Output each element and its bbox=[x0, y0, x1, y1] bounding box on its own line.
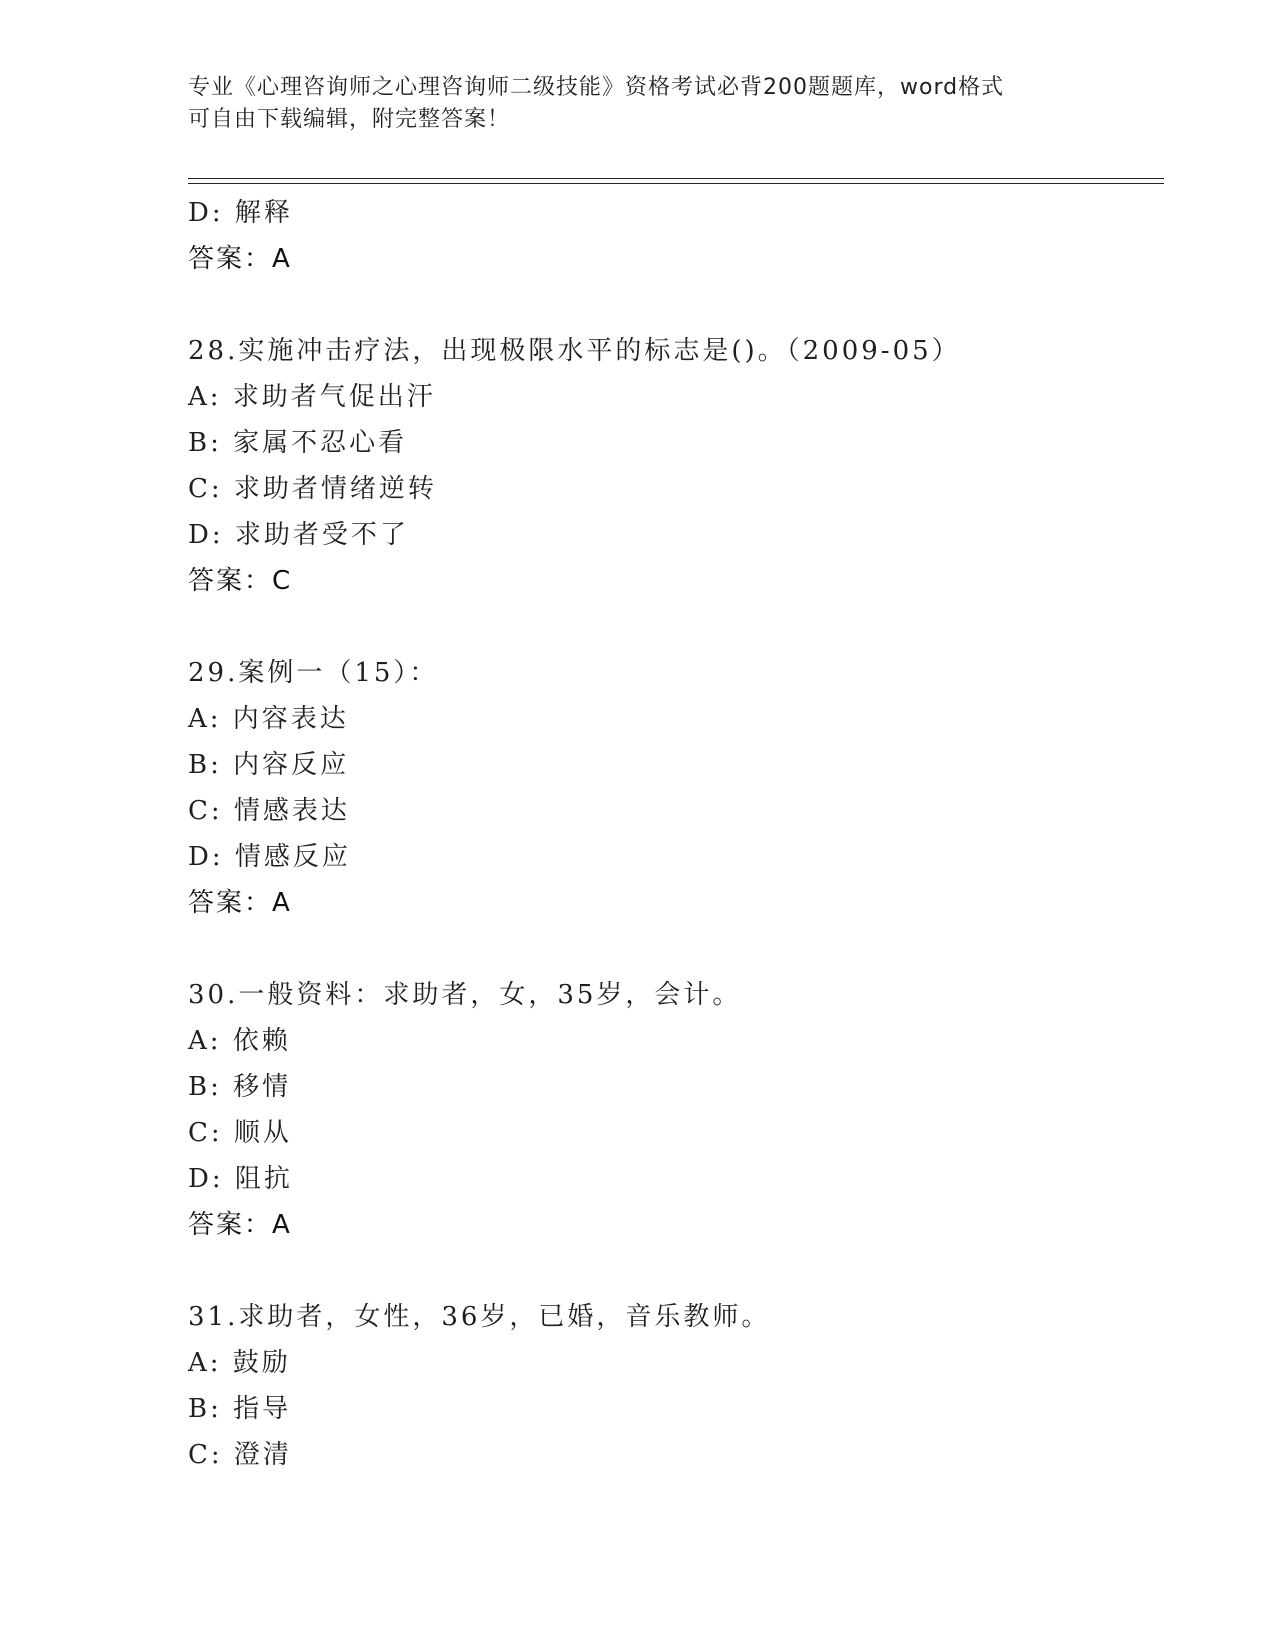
header-divider-bottom bbox=[188, 183, 1164, 184]
question-stem: 30.一般资料：求助者，女，35岁，会计。 bbox=[188, 980, 742, 1010]
question-31 bbox=[188, 1294, 1148, 1478]
header-line-2: 可自由下载编辑，附完整答案！ bbox=[188, 107, 511, 132]
option-b: B: 指导 bbox=[188, 1394, 292, 1424]
header-divider-top bbox=[188, 178, 1164, 179]
spacer bbox=[188, 282, 1148, 328]
question-28 bbox=[188, 328, 1148, 604]
prev-answer: 答案：A bbox=[188, 244, 292, 274]
question-29 bbox=[188, 650, 1148, 926]
answer: 答案：C bbox=[188, 566, 293, 596]
option-b: B: 家属不忍心看 bbox=[188, 428, 408, 458]
option-a: A: 求助者气促出汗 bbox=[188, 382, 436, 412]
option-a: A: 内容表达 bbox=[188, 704, 349, 734]
spacer bbox=[188, 926, 1148, 972]
option-a: A: 依赖 bbox=[188, 1026, 291, 1056]
option-b: B: 内容反应 bbox=[188, 750, 350, 780]
document-header bbox=[188, 72, 1088, 136]
spacer bbox=[188, 1248, 1148, 1294]
option-c: C: 求助者情绪逆转 bbox=[188, 474, 437, 504]
prev-option-d: D: 解释 bbox=[188, 198, 293, 228]
question-stem: 31.求助者，女性，36岁，已婚，音乐教师。 bbox=[188, 1302, 771, 1332]
option-c: C: 情感表达 bbox=[188, 796, 350, 826]
spacer bbox=[188, 604, 1148, 650]
option-c: C: 澄清 bbox=[188, 1440, 292, 1470]
option-c: C: 顺从 bbox=[188, 1118, 292, 1148]
option-d: D: 求助者受不了 bbox=[188, 520, 409, 550]
question-stem: 28.实施冲击疗法，出现极限水平的标志是()。（2009-05） bbox=[188, 336, 961, 366]
option-b: B: 移情 bbox=[188, 1072, 292, 1102]
option-d: D: 阻抗 bbox=[188, 1164, 293, 1194]
header-line-1: 专业《心理咨询师之心理咨询师二级技能》资格考试必背200题题库，word格式 bbox=[188, 75, 1005, 100]
option-d: D: 情感反应 bbox=[188, 842, 351, 872]
question-stem: 29.案例一（15）： bbox=[188, 658, 439, 688]
question-30 bbox=[188, 972, 1148, 1248]
option-a: A: 鼓励 bbox=[188, 1348, 291, 1378]
answer: 答案：A bbox=[188, 888, 292, 918]
answer: 答案：A bbox=[188, 1210, 292, 1240]
question-list bbox=[188, 190, 1148, 1478]
